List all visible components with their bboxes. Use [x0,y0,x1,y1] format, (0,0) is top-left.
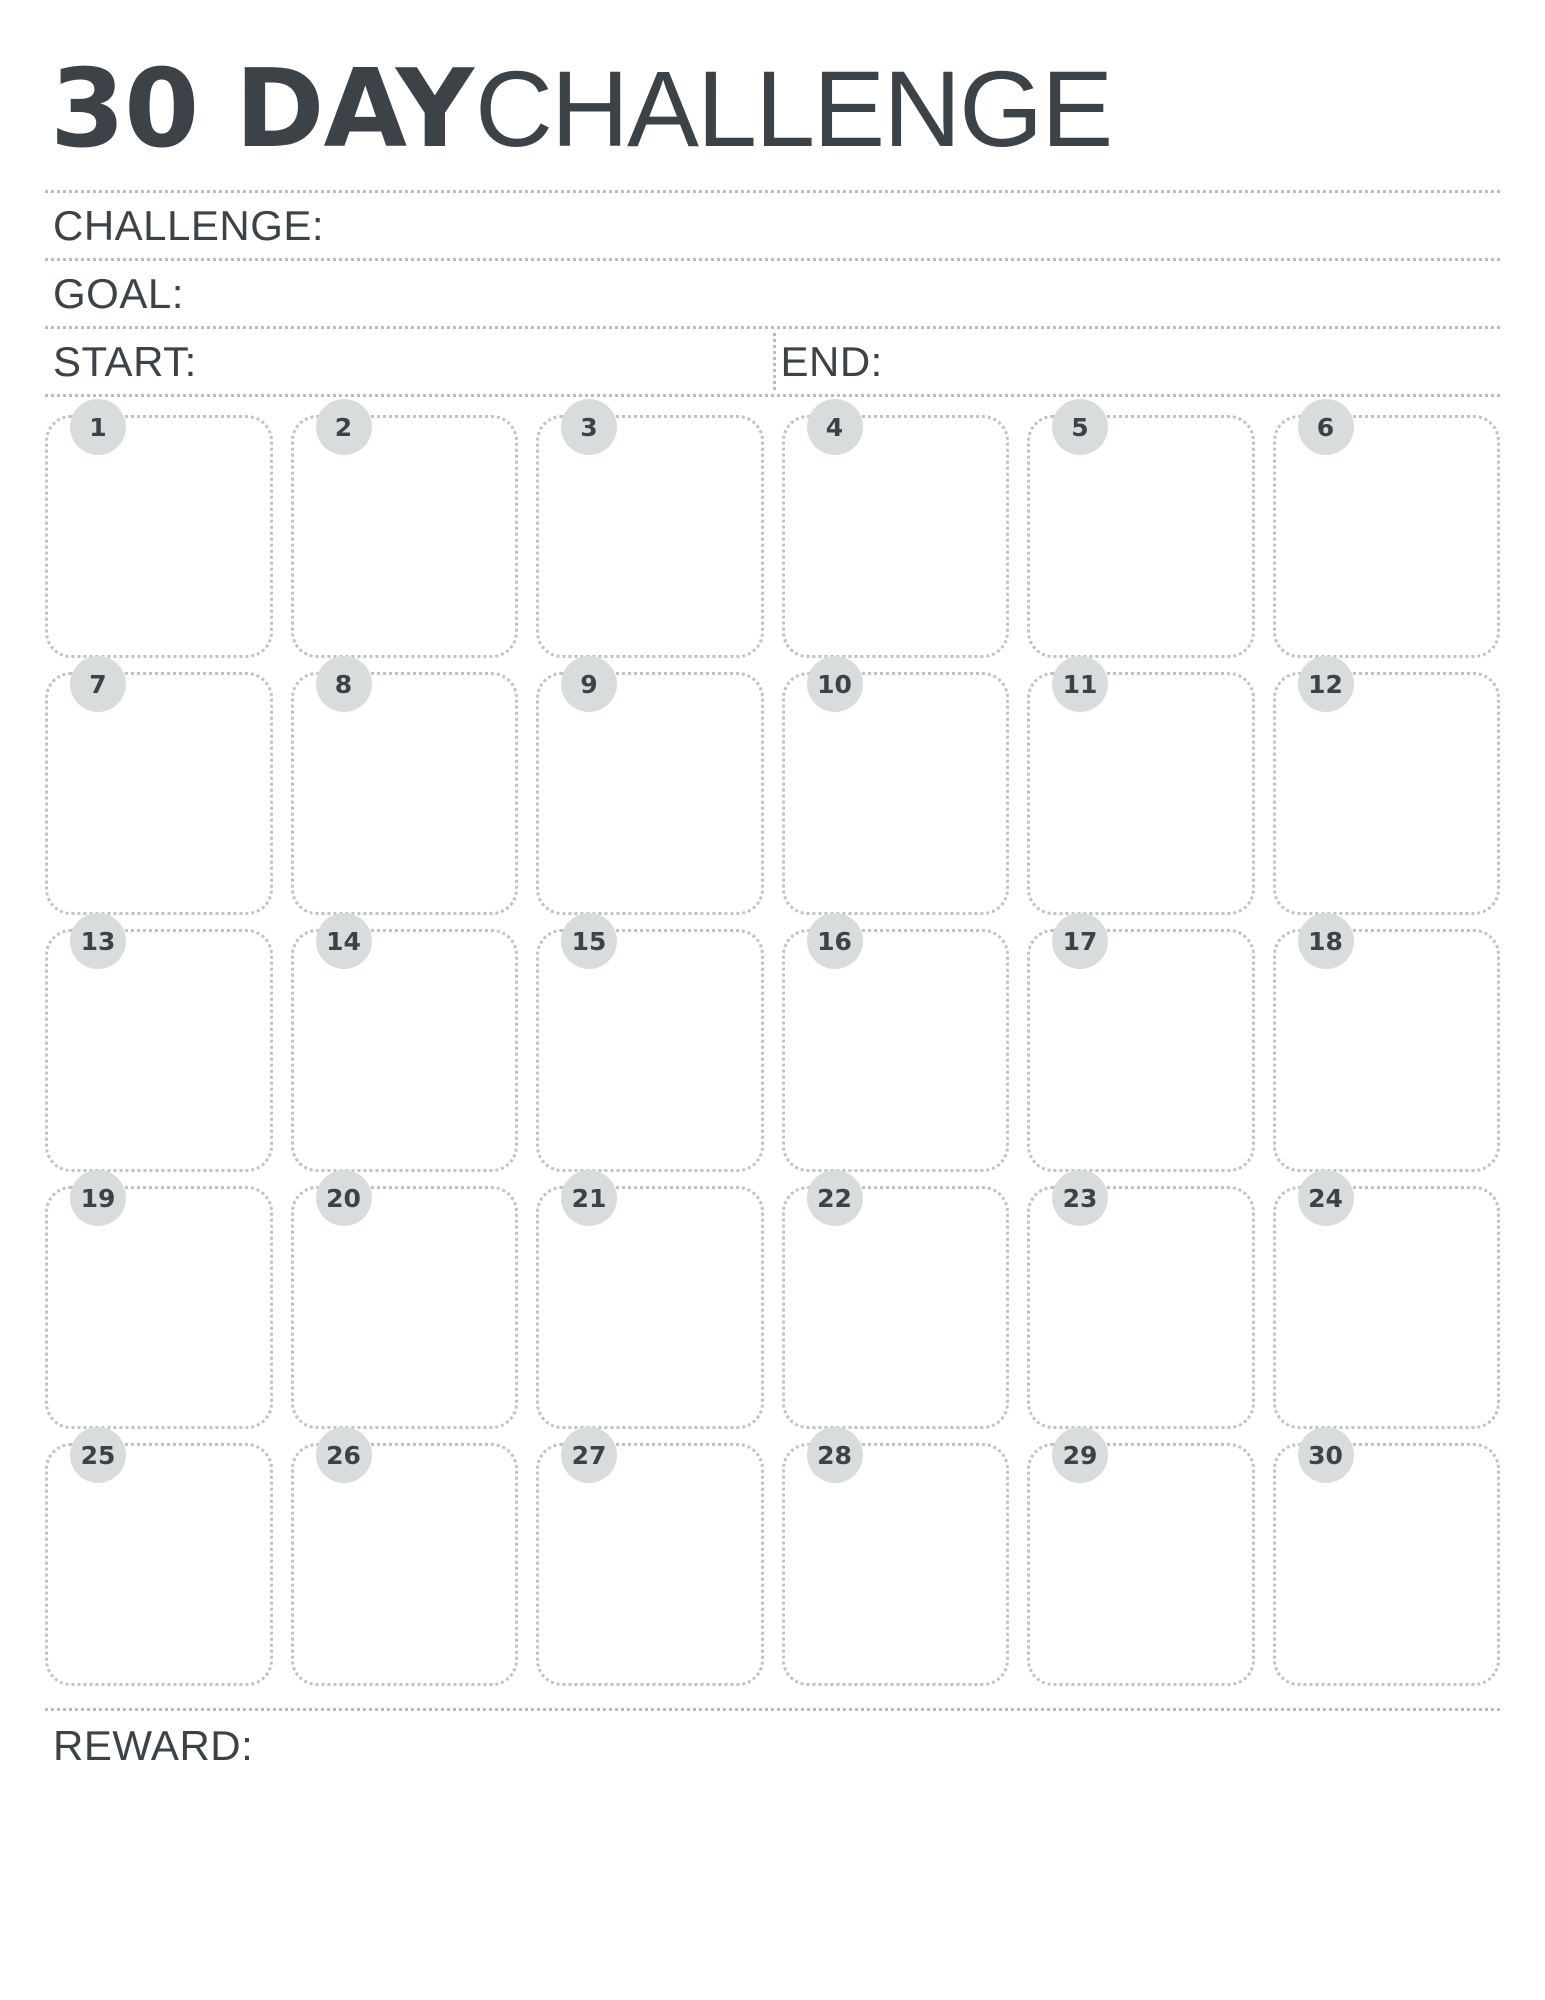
start-field[interactable] [45,337,773,385]
day-number-badge: 27 [561,1427,617,1483]
footer [45,1708,1500,1781]
start-end-separator [773,333,776,390]
goal-label: GOAL: [53,269,184,317]
title-light-text: CHALLENGE [475,48,1112,169]
day-cell[interactable] [291,669,519,915]
day-cell[interactable] [782,926,1010,1172]
day-cell[interactable] [1027,1183,1255,1429]
day-number-badge: 7 [70,656,126,712]
day-grid [45,412,1500,1686]
day-number-badge: 8 [316,656,372,712]
day-cell[interactable] [1027,926,1255,1172]
day-number-badge: 2 [316,399,372,455]
day-cell[interactable] [536,412,764,658]
day-cell[interactable] [536,1183,764,1429]
day-cell[interactable] [45,669,273,915]
day-number-badge: 29 [1052,1427,1108,1483]
divider-under-start-end [45,394,1500,397]
day-number-badge: 22 [807,1170,863,1226]
day-number-badge: 12 [1298,656,1354,712]
day-cell[interactable] [782,1183,1010,1429]
day-number-badge: 17 [1052,913,1108,969]
day-number-badge: 20 [316,1170,372,1226]
day-cell[interactable] [45,1183,273,1429]
day-cell[interactable] [1273,1440,1501,1686]
title-bold-text: 30 DAY [50,47,473,172]
day-number-badge: 24 [1298,1170,1354,1226]
day-cell[interactable] [45,1440,273,1686]
day-number-badge: 28 [807,1427,863,1483]
day-number-badge: 30 [1298,1427,1354,1483]
day-cell[interactable] [782,412,1010,658]
day-number-badge: 14 [316,913,372,969]
day-cell[interactable] [1273,1183,1501,1429]
day-cell[interactable] [782,1440,1010,1686]
reward-field-row[interactable] [45,1711,1500,1781]
day-cell[interactable] [536,926,764,1172]
challenge-field-row[interactable] [45,193,1500,258]
day-number-badge: 13 [70,913,126,969]
day-cell[interactable] [291,926,519,1172]
day-number-badge: 6 [1298,399,1354,455]
day-number-badge: 11 [1052,656,1108,712]
day-number-badge: 10 [807,656,863,712]
day-number-badge: 19 [70,1170,126,1226]
day-number-badge: 4 [807,399,863,455]
day-number-badge: 9 [561,656,617,712]
day-number-badge: 16 [807,913,863,969]
day-cell[interactable] [291,1440,519,1686]
day-cell[interactable] [1273,926,1501,1172]
start-label: START: [53,337,197,385]
day-cell[interactable] [1027,412,1255,658]
day-cell[interactable] [1273,412,1501,658]
day-cell[interactable] [536,669,764,915]
day-cell[interactable] [291,1183,519,1429]
start-end-field-row [45,329,1500,394]
day-number-badge: 26 [316,1427,372,1483]
day-number-badge: 1 [70,399,126,455]
day-cell[interactable] [1027,669,1255,915]
day-cell[interactable] [536,1440,764,1686]
day-cell[interactable] [1273,669,1501,915]
day-number-badge: 23 [1052,1170,1108,1226]
day-number-badge: 15 [561,913,617,969]
end-label: END: [780,337,883,385]
day-number-badge: 18 [1298,913,1354,969]
day-cell[interactable] [45,412,273,658]
page-title [45,47,1500,190]
challenge-label: CHALLENGE: [53,201,325,249]
day-number-badge: 5 [1052,399,1108,455]
day-number-badge: 21 [561,1170,617,1226]
day-cell[interactable] [291,412,519,658]
end-field[interactable] [773,337,1501,385]
day-cell[interactable] [45,926,273,1172]
goal-field-row[interactable] [45,261,1500,326]
day-number-badge: 25 [70,1427,126,1483]
day-number-badge: 3 [561,399,617,455]
reward-label: REWARD: [53,1722,254,1769]
day-cell[interactable] [782,669,1010,915]
day-cell[interactable] [1027,1440,1255,1686]
